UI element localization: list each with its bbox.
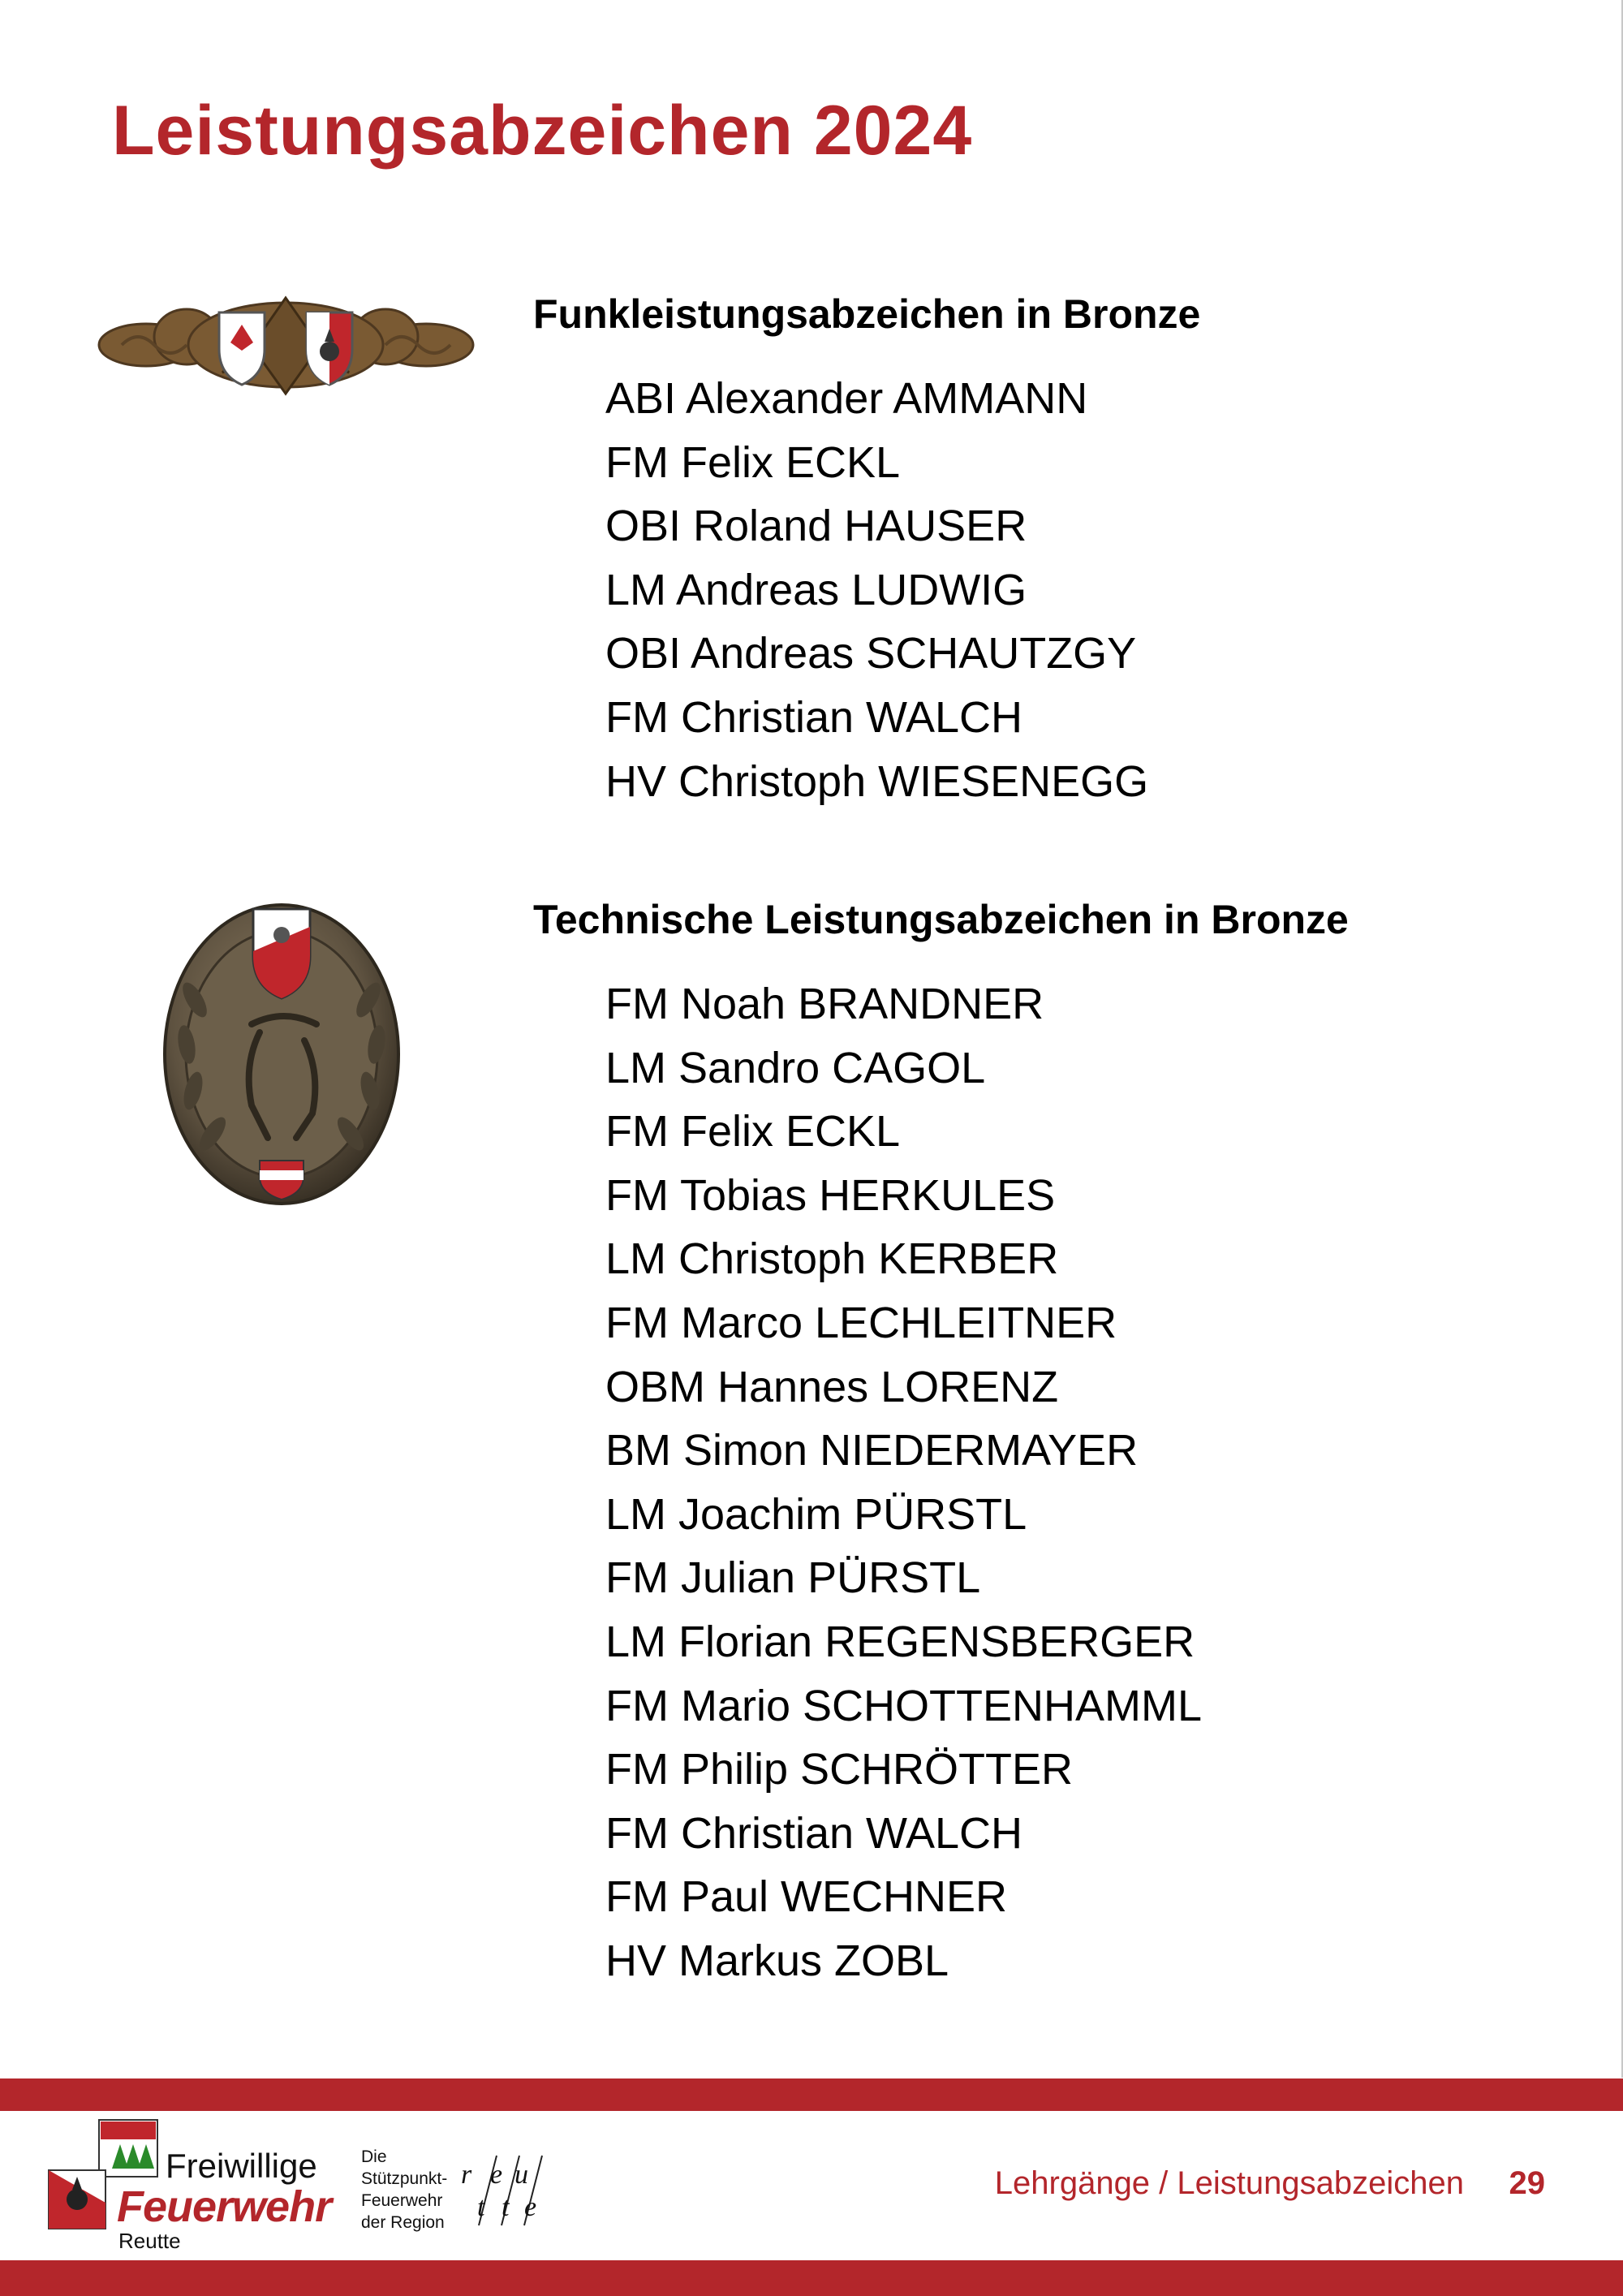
list-item: LM Andreas LUDWIG bbox=[605, 565, 1027, 614]
tagline-line: Feuerwehr bbox=[361, 2191, 443, 2210]
page-number: 29 bbox=[1509, 2165, 1545, 2201]
list-item: FM Paul WECHNER bbox=[605, 1872, 1008, 1922]
list-item: HV Markus ZOBL bbox=[605, 1936, 949, 1985]
org-name-line3: Reutte bbox=[118, 2229, 181, 2253]
list-item: OBI Roland HAUSER bbox=[605, 502, 1027, 551]
list-item: FM Noah BRANDNER bbox=[605, 980, 1044, 1028]
list-item: BM Simon NIEDERMAYER bbox=[605, 1426, 1139, 1475]
footer-band-bottom bbox=[0, 2260, 1623, 2296]
list-item: LM Christoph KERBER bbox=[605, 1234, 1059, 1284]
mark-letter: t bbox=[477, 2192, 485, 2222]
list-item: FM Christian WALCH bbox=[605, 692, 1023, 742]
list-item: OBI Andreas SCHAUTZGY bbox=[605, 629, 1137, 678]
tagline-line: Stützpunkt- bbox=[361, 2169, 448, 2188]
mark-letter: e bbox=[490, 2160, 503, 2190]
list-item: FM Felix ECKL bbox=[605, 1107, 901, 1157]
name-list-radio bbox=[605, 367, 1148, 813]
name-list-technical bbox=[605, 972, 1202, 1993]
mark-letter: u bbox=[514, 2160, 528, 2190]
footer-band-top bbox=[0, 2078, 1623, 2111]
list-item: HV Christoph WIESENEGG bbox=[605, 756, 1149, 806]
list-item: FM Christian WALCH bbox=[605, 1808, 1023, 1858]
list-item: FM Julian PÜRSTL bbox=[605, 1553, 981, 1603]
reutte-wordmark bbox=[454, 2152, 552, 2230]
mark-letter: t bbox=[502, 2192, 510, 2222]
org-name-line2: Feuerwehr bbox=[117, 2182, 332, 2231]
footer-section-label: Lehrgänge / Leistungsabzeichen bbox=[994, 2165, 1464, 2201]
mark-letter: r bbox=[461, 2160, 472, 2190]
list-item: FM Philip SCHRÖTTER bbox=[605, 1745, 1074, 1794]
list-item: FM Marco LECHLEITNER bbox=[605, 1298, 1117, 1347]
radio-badge-bronze-icon bbox=[97, 288, 475, 402]
section-heading-technical: Technische Leistungsabzeichen in Bronze bbox=[533, 897, 1349, 942]
list-item: LM Joachim PÜRSTL bbox=[605, 1489, 1027, 1539]
tagline-line: Die bbox=[361, 2147, 387, 2166]
list-item: LM Florian REGENSBERGER bbox=[605, 1617, 1195, 1666]
list-item: OBM Hannes LORENZ bbox=[605, 1362, 1059, 1411]
mark-letter: e bbox=[524, 2192, 537, 2222]
list-item: FM Mario SCHOTTENHAMML bbox=[605, 1681, 1203, 1730]
section-heading-radio: Funkleistungsabzeichen in Bronze bbox=[533, 291, 1201, 337]
technical-badge-bronze-icon bbox=[162, 902, 402, 1207]
list-item: FM Tobias HERKULES bbox=[605, 1170, 1056, 1220]
list-item: FM Felix ECKL bbox=[605, 437, 901, 487]
org-name-line1: Freiwillige bbox=[166, 2147, 317, 2185]
page-title: Leistungsabzeichen 2024 bbox=[112, 92, 973, 170]
tagline bbox=[361, 2146, 447, 2234]
list-item: ABI Alexander AMMANN bbox=[605, 374, 1088, 423]
list-item: LM Sandro CAGOL bbox=[605, 1043, 986, 1092]
tagline-line: der Region bbox=[361, 2213, 445, 2232]
